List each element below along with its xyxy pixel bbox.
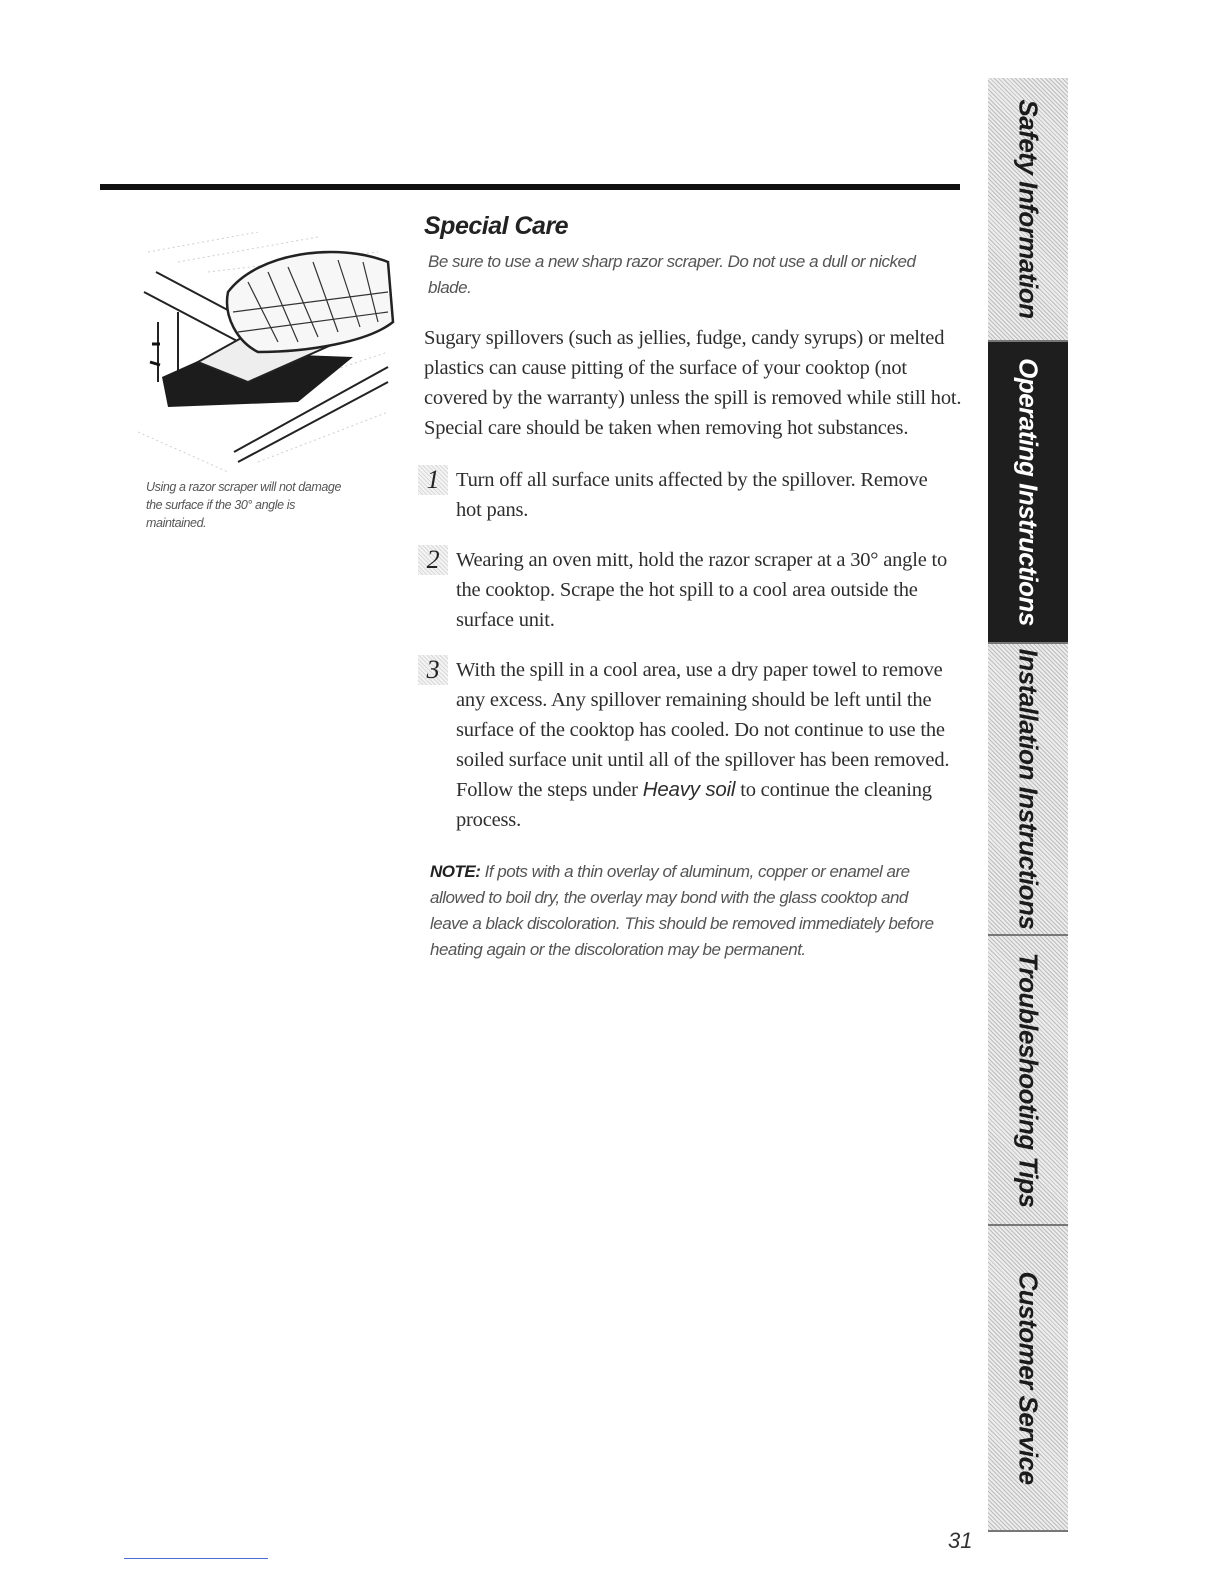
step-number-icon: 2 [418, 545, 448, 575]
tab-label: Operating Instructions [1013, 358, 1044, 626]
step-number-icon: 3 [418, 655, 448, 685]
note-label: NOTE: [430, 862, 481, 881]
section-title: Special Care [424, 212, 569, 240]
header-rule [100, 184, 960, 190]
tab-label: Troubleshooting Tips [1013, 952, 1044, 1208]
step-item [424, 655, 956, 835]
page-number: 31 [948, 1528, 973, 1553]
section-tabs [988, 78, 1068, 1530]
step-item [424, 465, 956, 525]
special-care-section [424, 212, 964, 963]
scraper-drawing [138, 232, 396, 472]
note-text: If pots with a thin overlay of aluminum, copper or enamel are allowed to boil dry, the overlay may bond with the glass cooktop and leave a black discoloration. This should be removed immediately before heating again or the discoloration may be permanent. [430, 862, 934, 959]
figure-caption: Using a razor scraper will not damage the surface if the 30° angle is maintained. [146, 480, 342, 530]
step-text: Turn off all surface units affected by the spillover. Remove hot pans. [456, 469, 928, 521]
step-text-end: to continue the cleaning process. [456, 779, 932, 831]
tab-installation-instructions[interactable] [988, 644, 1068, 936]
tab-operating-instructions[interactable] [988, 342, 1068, 644]
tab-label: Customer Service [1013, 1271, 1044, 1485]
tab-label: Installation Instructions [1013, 648, 1044, 930]
step-text: Wearing an oven mitt, hold the razor scraper at a 30° angle to the cooktop. Scrape the hot spill to a cool area outside the surface unit. [456, 549, 948, 631]
footer-line [124, 1558, 268, 1559]
tab-troubleshooting-tips[interactable] [988, 936, 1068, 1226]
body-paragraph: Sugary spillovers (such as jellies, fudge, candy syrups) or melted plastics can cause pitting of the surface of your cooktop (not covered by the warranty) unless the spill is removed while still hot. Special care should be taken when removing hot substances. [424, 327, 962, 439]
intro-warning: Be sure to use a new sharp razor scraper. Do not use a dull or nicked blade. [428, 252, 916, 297]
tab-customer-service[interactable] [988, 1226, 1068, 1532]
note-block [430, 859, 940, 963]
step-number-icon: 1 [418, 465, 448, 495]
step-emphasis: Heavy soil [642, 778, 736, 801]
tab-label: Safety Information [1013, 99, 1044, 319]
tab-safety-information[interactable] [988, 78, 1068, 342]
razor-scraper-illustration [138, 232, 396, 472]
step-text: With the spill in a cool area, use a dry paper towel to remove any excess. Any spillover remaining should be left until the surface of the cooktop has cooled. Do not continue to use the soiled surface unit until all of the spillover has been removed. Follow the steps under [456, 659, 950, 801]
step-item [424, 545, 956, 635]
